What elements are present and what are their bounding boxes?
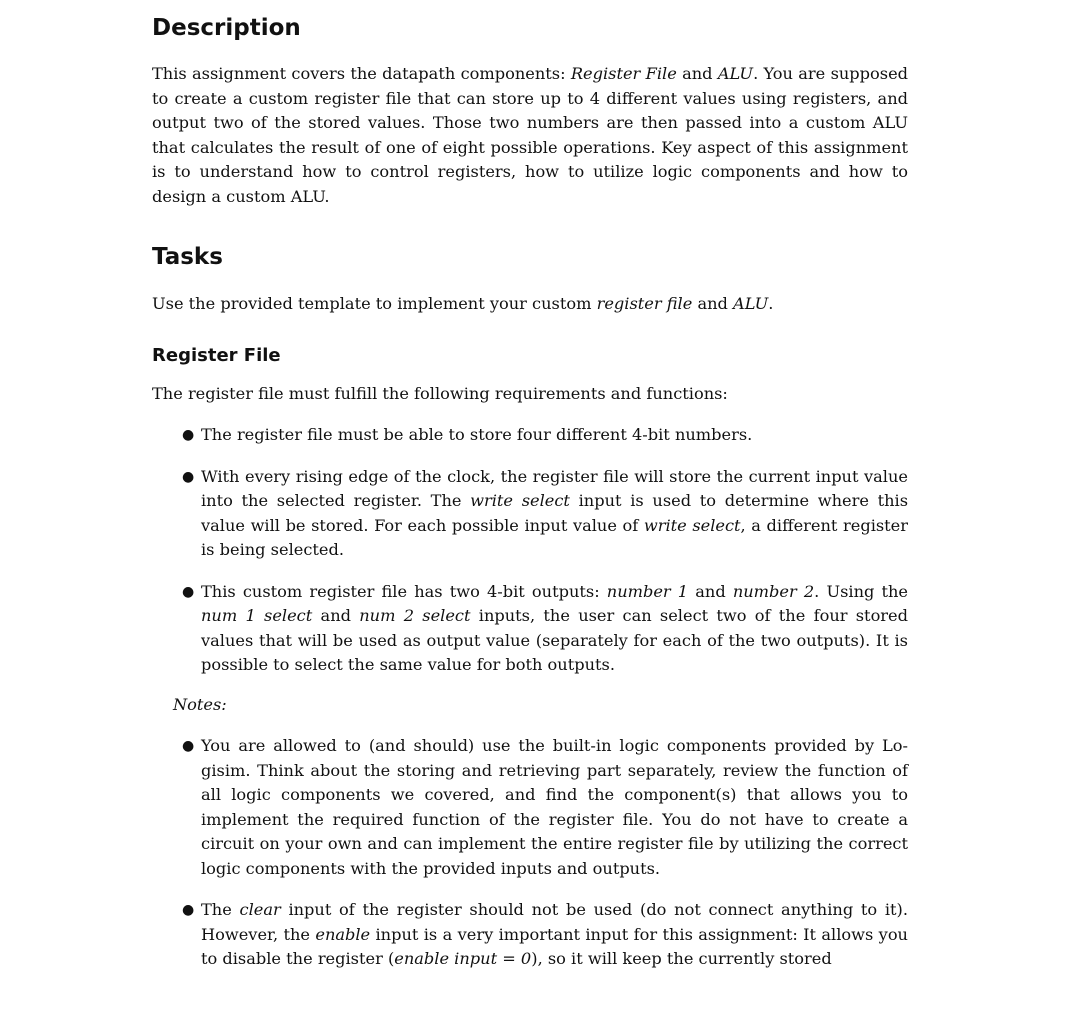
emphasis-text: number 2: [732, 581, 815, 601]
list-item-text: With every rising edge of the clock, the register file will store the current input value into the selected register. The write select input is used to determine where this value will be stored. For each possible input value of write select, a different register is being selected.: [201, 466, 909, 559]
list-item-text: This custom register file has two 4-bit outputs: number 1 and number 2. Using the num 1 select and num 2 select inputs, the user can select two of the four stored values that will be used as output value (separately for each of the two outputs). It is possible to select the same value for both outputs.: [201, 581, 909, 674]
emphasis-text: num 2 select: [359, 606, 471, 625]
emphasis-text: write select: [470, 491, 570, 510]
bullet-icon: ●: [182, 583, 195, 600]
emphasis-text: num 1 select: [201, 606, 313, 625]
emphasis-text: register file: [596, 294, 693, 313]
notes-label: [173, 693, 227, 718]
emphasis-text: Register File: [570, 64, 677, 83]
register-file-intro-paragraph: The register file must fulfill the following requirements and functions:: [152, 384, 728, 403]
list-item: [152, 580, 908, 678]
emphasis-text: clear: [239, 900, 281, 919]
emphasis-text: number 1: [606, 581, 689, 601]
bullet-icon: ●: [182, 738, 195, 754]
list-item: [152, 898, 908, 972]
emphasis-text: ALU: [733, 294, 769, 313]
notes-label-text: Notes:: [173, 695, 227, 714]
register-file-heading: Register File: [152, 345, 281, 366]
list-item: [152, 465, 908, 563]
tasks-intro-paragraph: Use the provided template to implement your custom register file and ALU.: [152, 294, 774, 313]
list-item-text: The register file must be able to store four different 4-bit numbers.: [201, 425, 753, 444]
list-item: [152, 423, 908, 448]
bullet-icon: ●: [182, 902, 195, 918]
emphasis-text: enable input = 0: [394, 949, 532, 968]
emphasis-text: enable: [315, 924, 371, 944]
description-paragraph: This assignment covers the datapath components: Register File and ALU. You are supposed to create a custom register file that can store up to 4 different values using registers, and output two of the stored values. Those two numbers are then passed into a custom ALU that calculates the result of one of eight possible operations. Key aspect of this assignment is to understand how to control registers, how to utilize logic components and how to design a custom ALU.: [152, 64, 909, 206]
notes-list: [152, 734, 908, 989]
emphasis-text: ALU: [717, 64, 754, 83]
bullet-icon: ●: [182, 468, 195, 485]
tasks-heading: Tasks: [152, 244, 223, 270]
list-item: [152, 734, 908, 881]
description-heading: Description: [152, 15, 301, 41]
list-item-text: You are allowed to (and should) use the built-in logic components provided by Lo-gisim. Think about the storing and retrieving part separately, review the function of all logic components we covered, and find the component(s) that allows you to implement the required function of the register file. You do not have to create a circuit on your own and can implement the entire register file by utilizing the correct logic components with the provided inputs and outputs.: [201, 736, 908, 878]
bullet-icon: ●: [182, 427, 195, 443]
requirements-list: [152, 423, 908, 695]
emphasis-text: write select: [643, 515, 741, 535]
list-item-text: The clear input of the register should not be used (do not connect anything to it). However, the enable input is a very important input for this assignment: It allows you to disable the register (enable input = 0), so it will keep the currently stored: [201, 900, 908, 968]
